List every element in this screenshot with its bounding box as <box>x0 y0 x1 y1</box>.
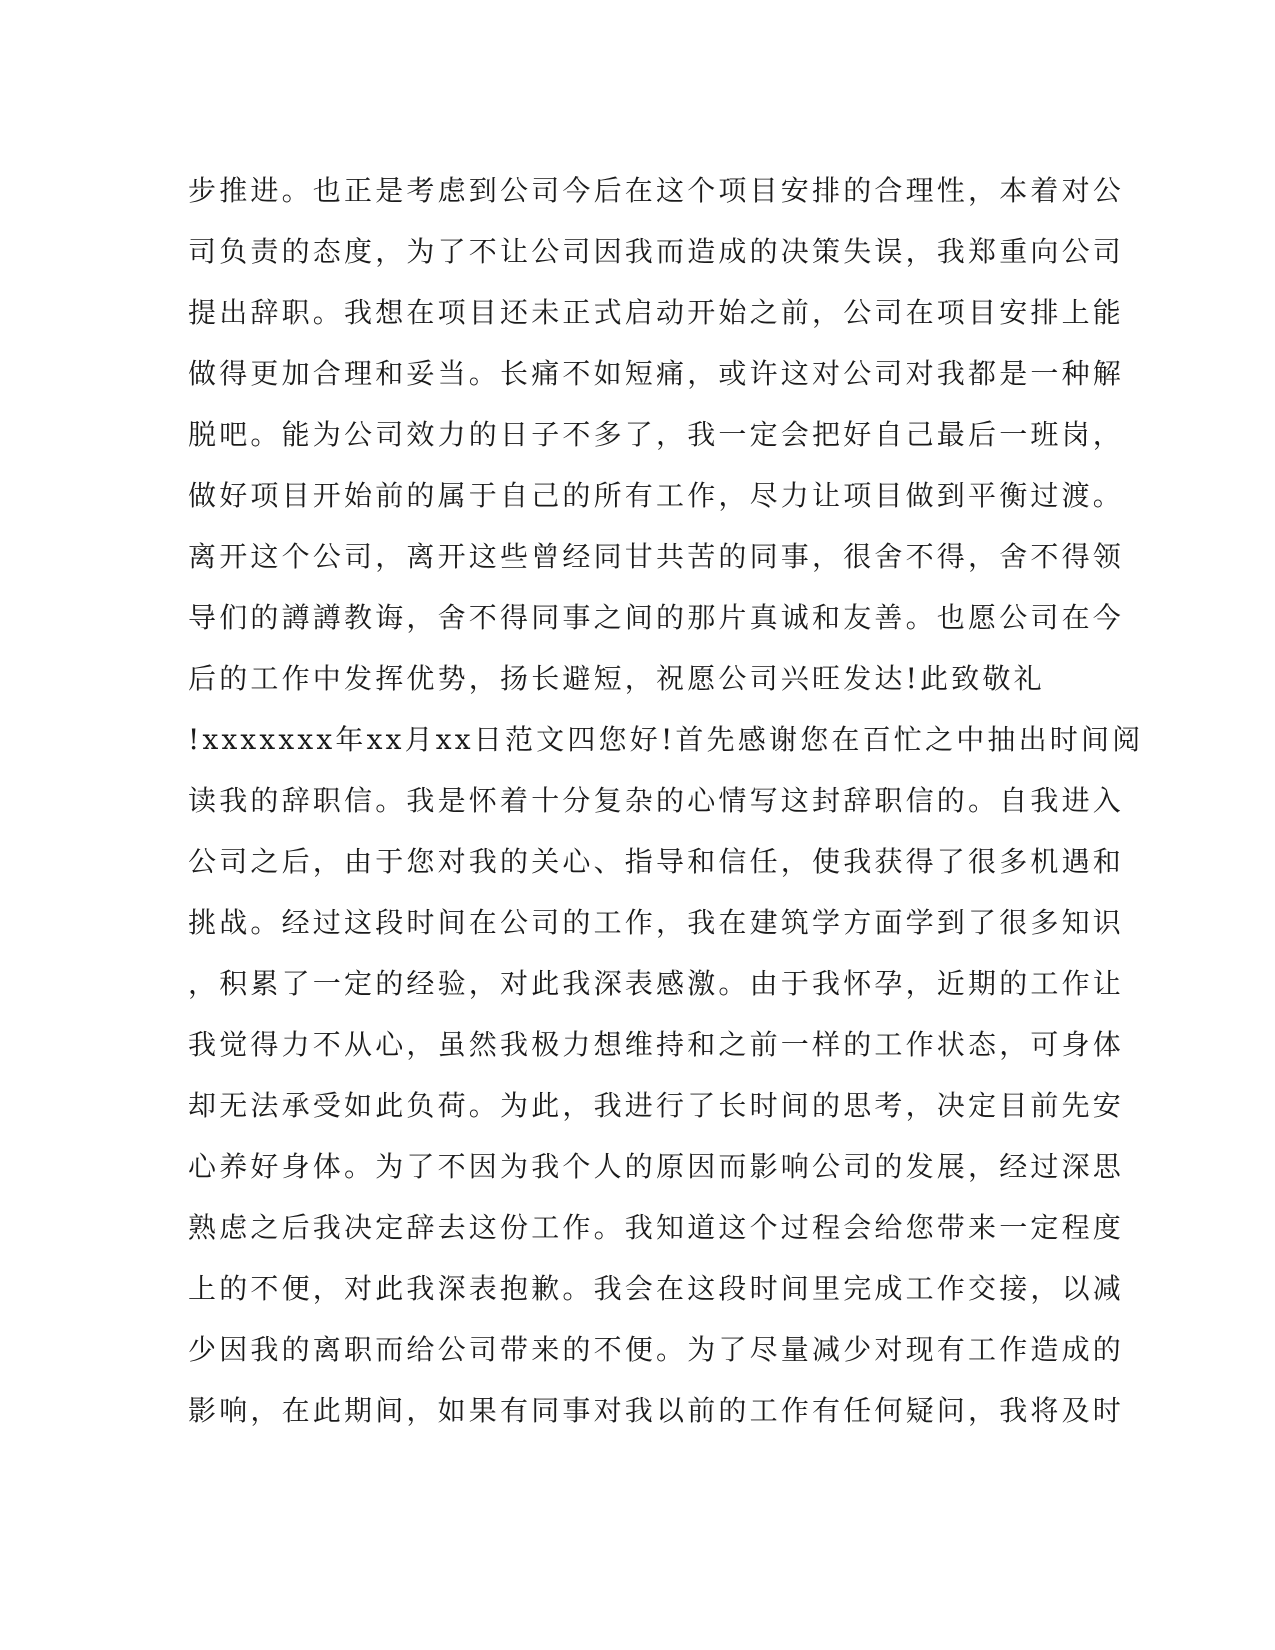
text-line: 我觉得力不从心，虽然我极力想维持和之前一样的工作状态，可身体 <box>188 1028 1125 1061</box>
text-line: 提出辞职。我想在项目还未正式启动开始之前，公司在项目安排上能 <box>188 296 1125 329</box>
text-line: 离开这个公司，离开这些曾经同甘共苦的同事，很舍不得，舍不得领 <box>188 540 1125 573</box>
text-line: 心养好身体。为了不因为我个人的原因而影响公司的发展，经过深思 <box>188 1150 1125 1183</box>
text-line: 导们的譐譐教诲，舍不得同事之间的那片真诚和友善。也愿公司在今 <box>188 601 1125 634</box>
text-line: 读我的辞职信。我是怀着十分复杂的心情写这封辞职信的。自我进入 <box>188 784 1125 817</box>
text-line: !xxxxxxx年xx月xx日范文四您好!首先感谢您在百忙之中抽出时间阅 <box>188 723 1144 756</box>
text-line: 熟虑之后我决定辞去这份工作。我知道这个过程会给您带来一定程度 <box>188 1211 1125 1244</box>
text-line: 公司之后，由于您对我的关心、指导和信任，使我获得了很多机遇和 <box>188 845 1125 878</box>
text-line: 却无法承受如此负荷。为此，我进行了长时间的思考，决定目前先安 <box>188 1089 1125 1122</box>
text-line: 少因我的离职而给公司带来的不便。为了尽量减少对现有工作造成的 <box>188 1333 1125 1366</box>
text-line: 影响，在此期间，如果有同事对我以前的工作有任何疑问，我将及时 <box>188 1394 1125 1427</box>
text-line: 司负责的态度，为了不让公司因我而造成的决策失误，我郑重向公司 <box>188 235 1125 268</box>
text-line: 做好项目开始前的属于自己的所有工作，尽力让项目做到平衡过渡。 <box>188 479 1125 512</box>
text-line: 上的不便，对此我深表抱歉。我会在这段时间里完成工作交接，以减 <box>188 1272 1125 1305</box>
text-line: 步推进。也正是考虑到公司今后在这个项目安排的合理性，本着对公 <box>188 174 1125 207</box>
text-line: 挑战。经过这段时间在公司的工作，我在建筑学方面学到了很多知识 <box>188 906 1125 939</box>
text-line: 做得更加合理和妥当。长痛不如短痛，或许这对公司对我都是一种解 <box>188 357 1125 390</box>
text-line: 脱吧。能为公司效力的日子不多了，我一定会把好自己最后一班岗， <box>188 418 1125 451</box>
text-line: 后的工作中发挥优势，扬长避短，祝愿公司兴旺发达!此致敬礼 <box>188 662 1045 695</box>
body-text <box>188 160 1144 1441</box>
text-line: ，积累了一定的经验，对此我深表感激。由于我怀孕，近期的工作让 <box>188 967 1125 1000</box>
